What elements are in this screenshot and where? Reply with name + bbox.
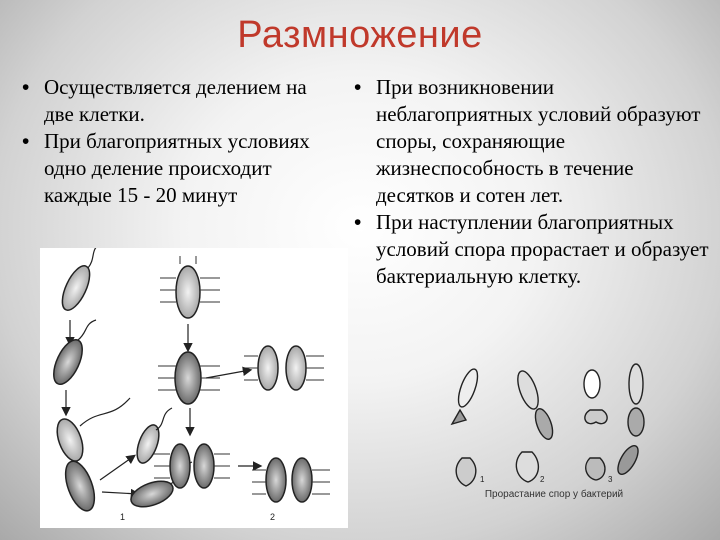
spore-cell-3 xyxy=(584,370,607,424)
spore-label-3: 3 xyxy=(608,475,613,484)
dividing-cell xyxy=(52,398,130,515)
left-column xyxy=(18,74,340,209)
bullet-text: При возникновении неблагоприятных условий образуют споры, сохраняющие жизнеспособность в течение десятков и сотен лет. xyxy=(376,75,701,207)
right-column xyxy=(350,74,710,290)
bullet-text: При благоприятных условиях одно деление происходит каждые 15 - 20 минут xyxy=(44,129,310,207)
spore-cell-1 xyxy=(452,367,481,424)
bullet-icon: • xyxy=(22,130,30,153)
flagellated-cell-1 xyxy=(57,248,100,314)
peritrichous-cell-1 xyxy=(160,256,220,318)
peritrichous-cell-divided xyxy=(244,346,324,390)
peritrichous-cell-2 xyxy=(158,352,220,404)
spore-figure-caption: Прорастание спор у бактерий xyxy=(484,489,624,500)
bullet-icon: • xyxy=(354,211,362,234)
binary-fission-illustration xyxy=(40,248,348,528)
spore-cell-6 xyxy=(516,452,538,482)
spore-label-1: 1 xyxy=(480,475,485,484)
bullet-item xyxy=(18,74,340,128)
bullet-item xyxy=(350,209,710,290)
spore-cell-7 xyxy=(586,443,642,480)
spore-cell-2 xyxy=(514,368,556,441)
binary-fission-drawing xyxy=(40,248,348,528)
peritrichous-pair-right xyxy=(252,458,330,502)
bullet-icon: • xyxy=(354,76,362,99)
flagellated-cell-2 xyxy=(48,320,96,388)
spore-label-2: 2 xyxy=(540,475,545,484)
spore-cell-4 xyxy=(628,364,644,436)
bullet-item xyxy=(350,74,710,209)
bullet-text: При наступлении благоприятных условий спора прорастает и образует бактериальную клетку. xyxy=(376,210,709,288)
daughter-cell-upper xyxy=(133,408,172,466)
figure-label-1: 1 xyxy=(120,512,126,522)
bullet-item xyxy=(18,128,340,209)
figure-label-2: 2 xyxy=(270,512,276,522)
spore-cell-5 xyxy=(456,458,476,486)
bullet-icon: • xyxy=(22,76,30,99)
bullet-text: Осуществляется делением на две клетки. xyxy=(44,75,307,126)
slide-title: Размножение xyxy=(237,14,483,56)
